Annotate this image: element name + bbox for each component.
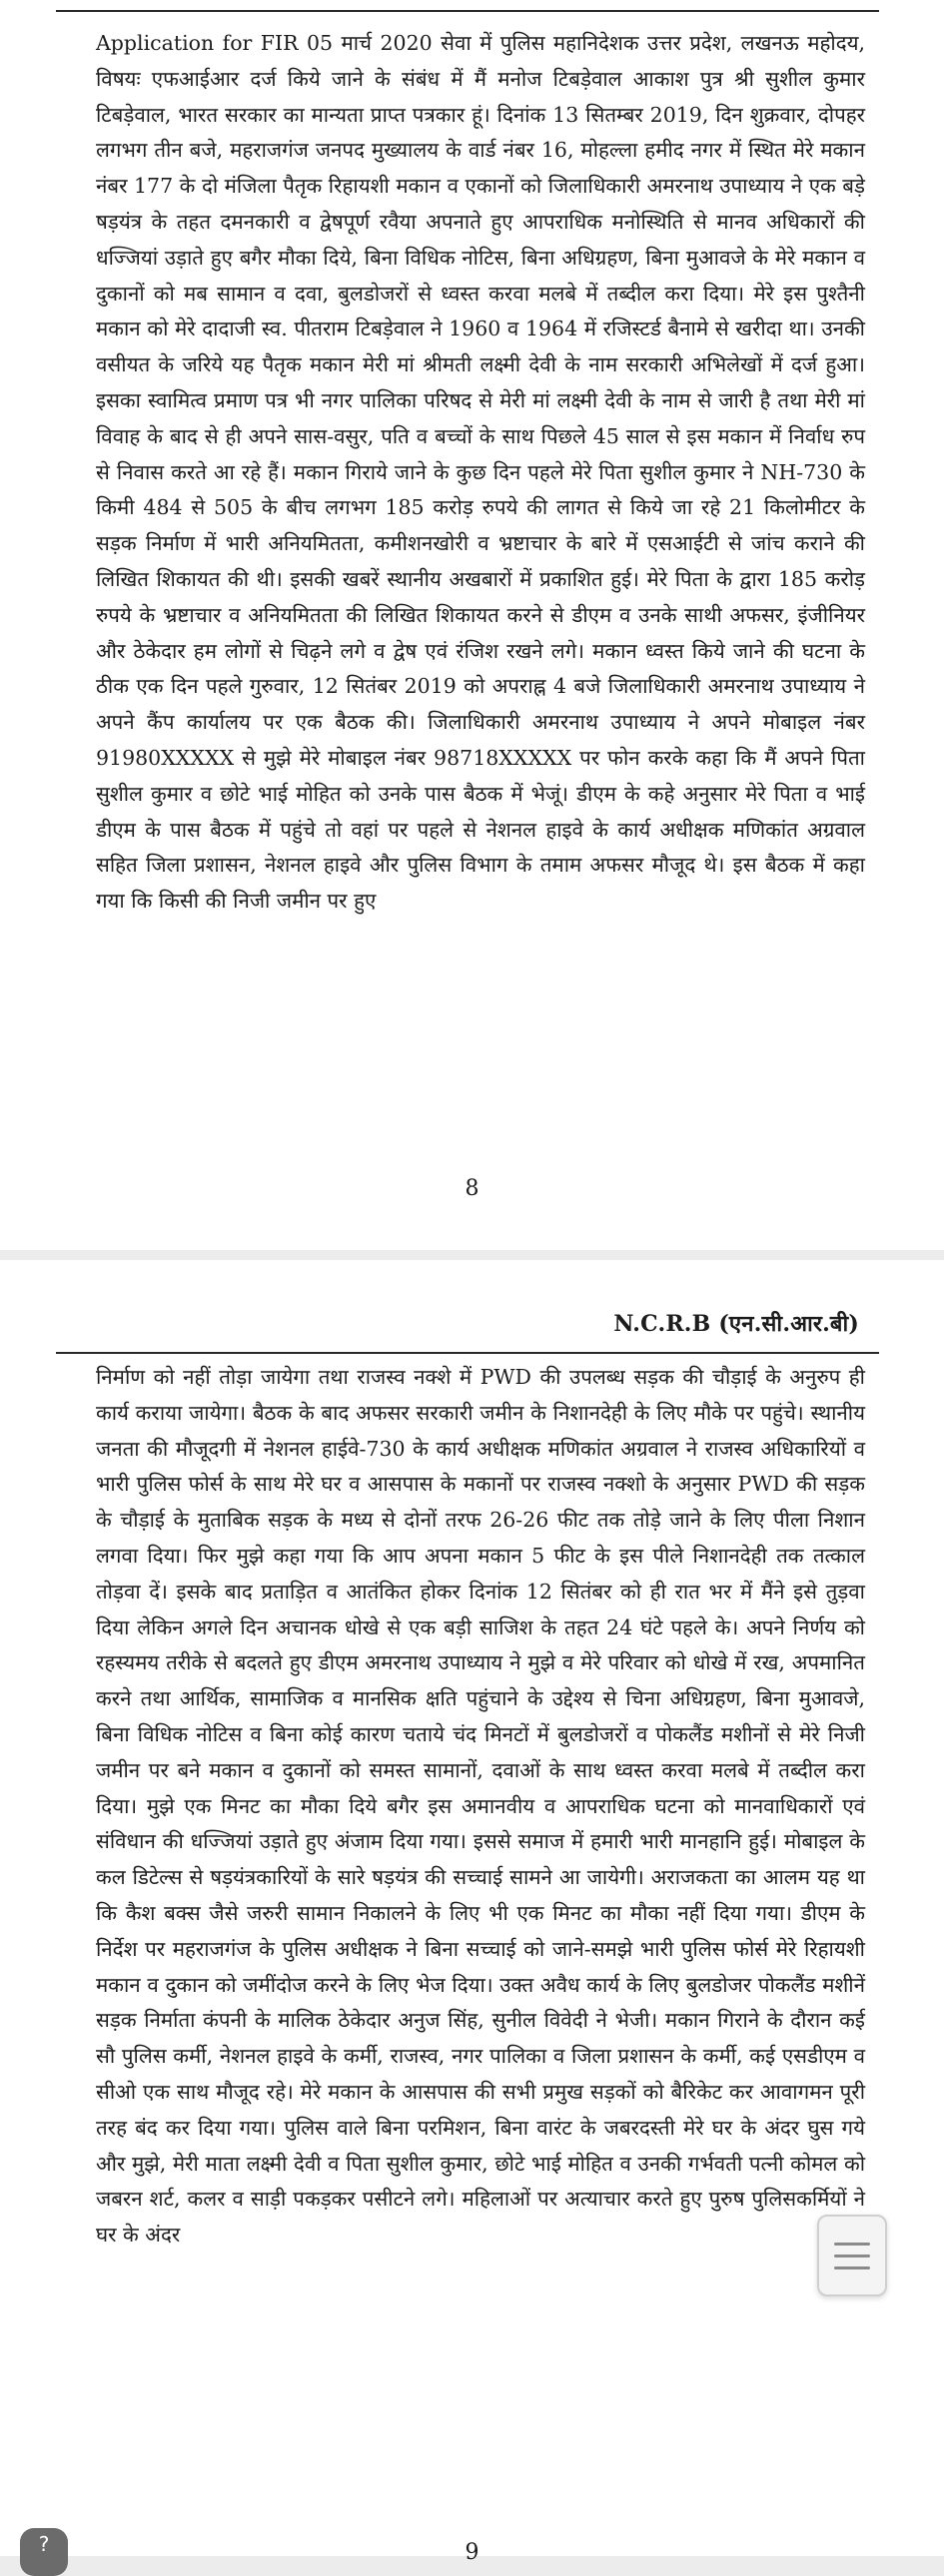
- help-button[interactable]: ?: [20, 2528, 68, 2576]
- document-page-1: [0, 0, 944, 1250]
- page-header: N.C.R.B (एन.सी.आर.बी): [613, 1311, 859, 1337]
- page-number-2: 9: [465, 2540, 479, 2565]
- document-page-2: [0, 1260, 944, 2556]
- header-rule: [56, 1352, 879, 1354]
- hamburger-menu-icon-line: [834, 2266, 870, 2269]
- top-rule: [56, 10, 879, 12]
- page-number: 8: [465, 1176, 479, 1201]
- hamburger-menu-button[interactable]: [817, 2215, 887, 2296]
- hamburger-menu-icon-line: [834, 2254, 870, 2257]
- hamburger-menu-icon: [834, 2243, 870, 2246]
- page-2-body-text: निर्माण को नहीं तोड़ा जायेगा तथा राजस्व नक्शे में PWD की उपलब्ध सड़क की चौड़ाई के अनुरुप ही कार्य कराया जायेगा। बैठक के बाद अफसर सरकारी जमीन के निशानदेही के लिए मौके पर पहुंचे। स्थानीय जनता की मौजूदगी में नेशनल हाईवे-730 के कार्य अधीक्षक मणिकांत अग्रवाल ने राजस्व अधिकारियों व भारी पुलिस फोर्स के साथ मेरे घर व आसपास के मकानों पर राजस्व नक्शो के अनुसार PWD की सड़क के चौड़ाई के मुताबिक सड़क के मध्य से दोनों तरफ 26-26 फीट तक तोड़े जाने के लिए पीला निशान लगवा दिया। फिर मुझे कहा गया कि आप अपना मकान 5 फीट के इस पीले निशानदेही तक तत्काल तोड़वा दें। इसके बाद प्रताड़ित व आतंकित होकर दिनांक 12 सितंबर को ही रात भर में मैंने इसे तुड़वा दिया लेकिन अगले दिन अचानक धोखे से एक बड़ी साजिश के तहत 24 घंटे पहले के। अपने निर्णय को रहस्यमय तरीके से बदलते हुए डीएम अमरनाथ उपाध्याय ने मुझे व मेरे परिवार को धोखे में रख, अपमानित करने तथा आर्थिक, सामाजिक व मानसिक क्षति पहुंचाने के उद्देश्य से चिना अधिग्रहण, बिना मुआवजे, बिना विधिक नोटिस व बिना कोई कारण चताये चंद मिनटों में बुलडोजरों व पोकलैंड मशीनों से मेरे निजी जमीन पर बने मकान व दुकानों को समस्त सामानों, दवाओं के साथ ध्वस्त करवा मलबे में तब्दील करा दिया। मुझे एक मिनट का मौका दिये बगैर इस अमानवीय व आपराधिक घटना को मानवाधिकारों एवं संविधान की धज्जियां उड़ाते हुए अंजाम दिया गया। इससे समाज में हमारी भारी मानहानि हुई। मोबाइल के कल डिटेल्स से षड़यंत्रकारियों के सारे षड़यंत्र की सच्चाई सामने आ जायेगी। अराजकता का आलम यह था कि कैश बक्स जैसे जरुरी सामान निकालने के लिए भी एक मिनट का मौका नहीं दिया गया। डीएम के निर्देश पर महराजगंज के पुलिस अधीक्षक ने बिना सच्चाई को जाने-समझे भारी पुलिस फोर्स मेरे रिहायशी मकान व दुकान को जमींदोज करने के लिए भेज दिया। उक्त अवैध कार्य के लिए बुलडोजर पोकलैंड मशीनें सड़क निर्माता कंपनी के मालिक ठेकेदार अनुज सिंह, सुनील विवेदी ने भेजी। मकान गिराने के दौरान कई सौ पुलिस कर्मी, नेशनल हाइवे के कर्मी, राजस्व, नगर पालिका व जिला प्रशासन के कर्मी, कई एसडीएम व सीओ एक साथ मौजूद रहे। मेरे मकान के आसपास की सभी प्रमुख सड़कों को बैरिकेट कर आवागमन पूरी तरह बंद कर दिया गया। पुलिस वाले बिना परमिशन, बिना वारंट के जबरदस्ती मेरे घर के अंदर घुस गये और मुझे, मेरी माता लक्ष्मी देवी व पिता सुशील कुमार, छोटे भाई मोहित व उनकी गर्भवती पत्नी कोमल को जबरन शर्ट, कलर व साड़ी पकड़कर पसीटने लगे। महिलाओं पर अत्याचार करते हुए पुरुष पुलिसकर्मियों ने घर के अंदर: [96, 1365, 865, 2248]
- page-1-body-text: Application for FIR 05 मार्च 2020 सेवा में पुलिस महानिदेशक उत्तर प्रदेश, लखनऊ महोदय, विषयः एफआईआर दर्ज किये जाने के संबंध में मैं मनोज टिबड़ेवाल आकाश पुत्र श्री सुशील कुमार टिबड़ेवाल, भारत सरकार का मान्यता प्राप्त पत्रकार हूं। दिनांक 13 सितम्बर 2019, दिन शुक्रवार, दोपहर लगभग तीन बजे, महराजगंज जनपद मुख्यालय के वार्ड नंबर 16, मोहल्ला हमीद नगर में स्थित मेरे मकान नंबर 177 के दो मंजिला पैतृक रिहायशी मकान व एकानों को जिलाधिकारी अमरनाथ उपाध्याय ने एक बड़े षड़यंत्र के तहत दमनकारी व द्वेषपूर्ण रवैया अपनाते हुए आपराधिक मनोस्थिति से मानव अधिकारों की धज्जियां उड़ाते हुए बगैर मौका दिये, बिना विधिक नोटिस, बिना अधिग्रहण, बिना मुआवजे के मेरे मकान व दुकानों को मब सामान व दवा, बुलडोजरों से ध्वस्त करवा मलबे में तब्दील करा दिया। मेरे इस पुश्तैनी मकान को मेरे दादाजी स्व. पीतराम टिबड़ेवाल ने 1960 व 1964 में रजिस्टर्ड बैनामे से खरीदा था। उनकी वसीयत के जरिये यह पैतृक मकान मेरी मां श्रीमती लक्ष्मी देवी के नाम सरकारी अभिलेखों में दर्ज हुआ। इसका स्वामित्व प्रमाण पत्र भी नगर पालिका परिषद से मेरी मां लक्ष्मी देवी के नाम से जारी है तथा मेरी मां विवाह के बाद से ही अपने सास-वसुर, पति व बच्चों के साथ पिछले 45 साल से इस मकान में निर्वाध रुप से निवास करते आ रहे हैं। मकान गिराये जाने के कुछ दिन पहले मेरे पिता सुशील कुमार ने NH-730 के किमी 484 से 505 के बीच लगभग 185 करोड़ रुपये की लागत से किये जा रहे 21 किलोमीटर के सड़क निर्माण में भारी अनियमितता, कमीशनखोरी व भ्रष्टाचार के बारे में एसआईटी से जांच कराने की लिखित शिकायत की थी। इसकी खबरें स्थानीय अखबारों में प्रकाशित हुई। मेरे पिता के द्वारा 185 करोड़ रुपये के भ्रष्टाचार व अनियमितता की लिखित शिकायत करने से डीएम व उनके साथी अफसर, इंजीनियर और ठेकेदार हम लोगों से चिढ़ने लगे व द्वेष एवं रंजिश रखने लगे। मकान ध्वस्त किये जाने की घटना के ठीक एक दिन पहले गुरुवार, 12 सितंबर 2019 को अपराह्न 4 बजे जिलाधिकारी अमरनाथ उपाध्याय ने अपने कैंप कार्यालय पर एक बैठक की। जिलाधिकारी अमरनाथ उपाध्याय ने अपने मोबाइल नंबर 91980XXXXX से मुझे मेरे मोबाइल नंबर 98718XXXXX पर फोन करके कहा कि मैं अपने पिता सुशील कुमार व छोटे भाई मोहित को उनके पास बैठक में भेजूं। डीएम के कहे अनुसार मेरे पिता व भाई डीएम के पास बैठक में पहुंचे तो वहां पर पहले से नेशनल हाइवे के कार्य अधीक्षक मणिकांत अग्रवाल सहित जिला प्रशासन, नेशनल हाइवे और पुलिस विभाग के तमाम अफसर मौजूद थे। इस बैठक में कहा गया कि किसी की निजी जमीन पर हुए: [96, 31, 865, 914]
